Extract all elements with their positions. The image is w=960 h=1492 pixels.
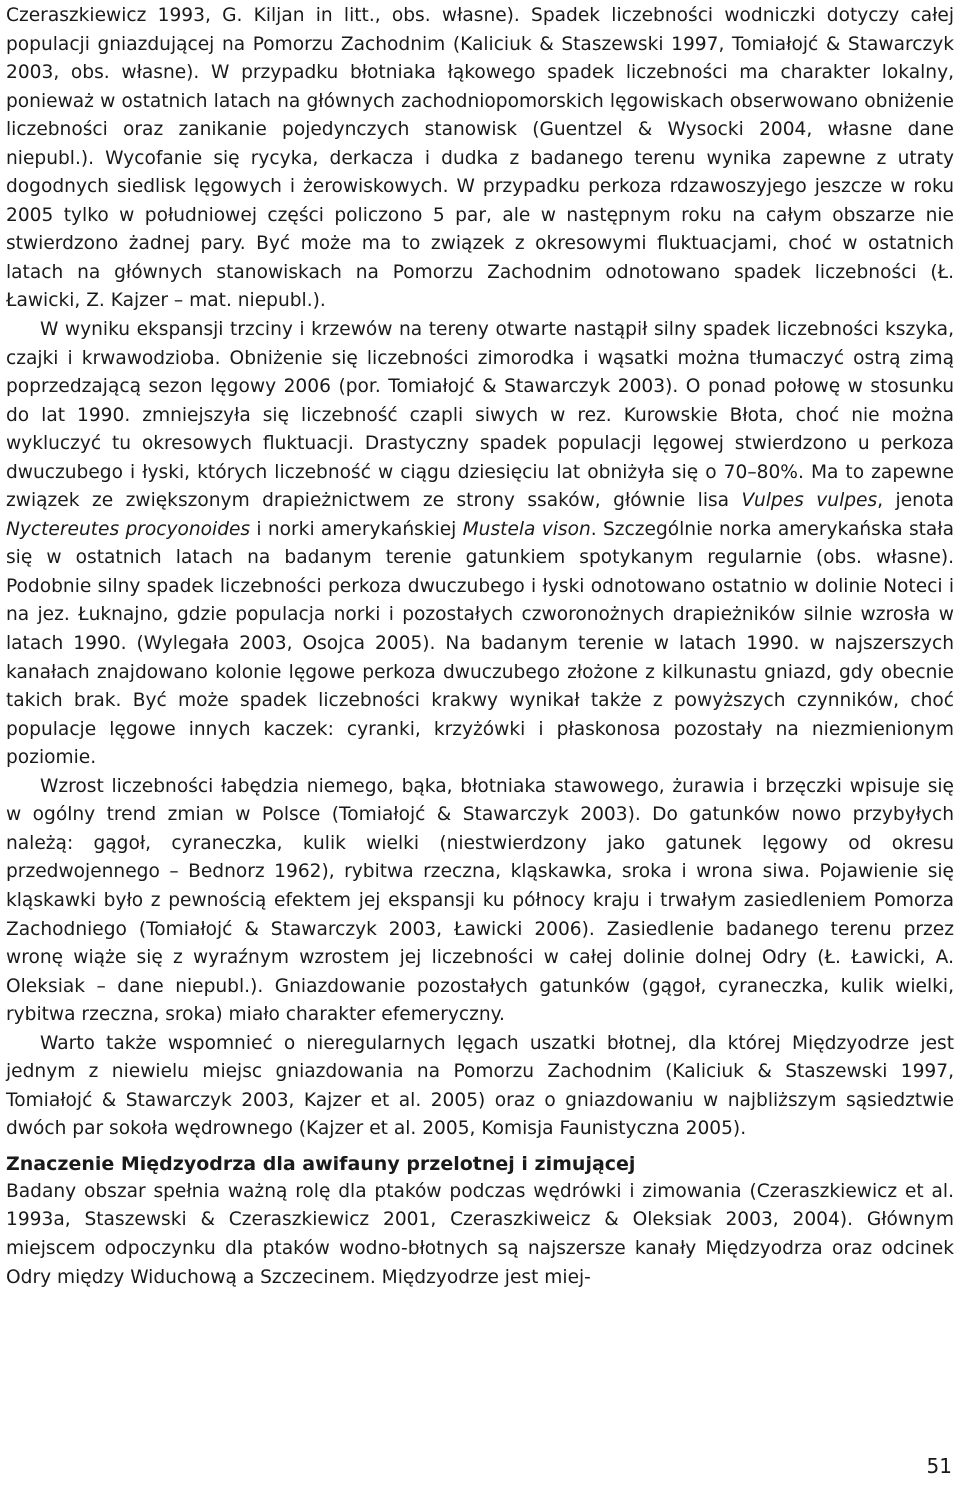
section-paragraph: Badany obszar spełnia ważną rolę dla ptaków podczas wędrówki i zimowania (Czeraszkiewicz et al. 1993a, Staszewski & Czeraszkiewicz 2001, Czeraszkiweicz & Oleksiak 2003, 2004). Głównym miejscem odpoczynku dla ptaków wodno-błotnych są najszersze kanały Międzyodrza oraz odcinek Odry między Widuchową a Szczecinem. Międzyodrze jest miej-	[6, 1180, 954, 1288]
text-run: . Szczególnie norka amerykańska stała się w ostatnich latach na badanym terenie gatunkiem spotykanym regularnie (obs. własne). Podobnie silny spadek liczebności perkoza dwuczubego i łyski odnotowano ostatnio w dolinie Noteci i na jez. Łuknajno, gdzie populacja norki i pozostałych czworonożnych drapieżników silnie wzrosła w latach 1990. (Wylegała 2003, Osojca 2005). Na badanym terenie w latach 1990. w najszerszych kanałach znajdowano kolonie lęgowe perkoza dwuczubego złożone z kilkunastu gniazd, gdy obecnie takich brak. Być może spadek liczebności krakwy wynikał także z powyższych czynników, choć populacje lęgowe innych kaczek: cyranki, krzyżówki i płaskonosa pozostały na niezmienionym poziomie.	[6, 518, 954, 769]
species-name: Vulpes vulpes	[741, 490, 878, 512]
paragraph	[6, 316, 954, 773]
paragraph	[6, 2, 954, 316]
body-text	[6, 2, 954, 1144]
paragraph	[6, 773, 954, 1030]
page-body	[6, 0, 954, 1292]
species-name: Nyctereutes procyonoides	[6, 518, 251, 540]
species-name: Mustela vison	[462, 518, 591, 540]
paragraph	[6, 1030, 954, 1144]
page-number: 51	[926, 1454, 952, 1478]
text-run: W wyniku ekspansji trzciny i krzewów na tereny otwarte nastąpił silny spadek liczebności kszyka, czajki i krwawodzioba. Obniżenie się liczebności zimorodka i wąsatki można tłumaczyć ostrą zimą poprzedzającą sezon lęgowy 2006 (por. Tomiałojć & Stawarczyk 2003). O ponad połowę w stosunku do lat 1990. zmniejszyła się liczebność czapli siwych w rez. Kurowskie Błota, choć nie można wykluczyć tu okresowych fluktuacji. Drastyczny spadek populacji lęgowej stwierdzono u perkoza dwuczubego i łyski, których liczebność w ciągu dziesięciu lat obniżyła się o 70–80%. Ma to zapewne związek ze zwiększonym drapieżnictwem ze strony ssaków, głównie lisa	[6, 319, 954, 512]
section-heading: Znaczenie Międzyodrza dla awifauny przelotnej i zimującej	[6, 1152, 636, 1175]
text-run: Czeraszkiewicz 1993, G. Kiljan in litt., obs. własne). Spadek liczebności wodniczki dotyczy całej populacji gniazdującej na Pomorzu Zachodnim (Kaliciuk & Staszewski 1997, Tomiałojć & Stawarczyk 2003, obs. własne). W przypadku błotniaka łąkowego spadek liczebności ma charakter lokalny, ponieważ w ostatnich latach na głównych zachodniopomorskich lęgowiskach obserwowano obniżenie liczebności oraz zanikanie pojedynczych stanowisk (Guentzel & Wysocki 2004, własne dane niepubl.). Wycofanie się rycyka, derkacza i dudka z badanego terenu wynika zapewne z utraty dogodnych siedlisk lęgowych i żerowiskowych. W przypadku perkoza rdzawoszyjego jeszcze w roku 2005 tylko w południowej części policzono 5 par, ale w następnym roku na całym obszarze nie stwierdzono żadnej pary. Być może ma to związek z okresowymi fluktuacjami, choć w ostatnich latach na głównych stanowiskach na Pomorzu Zachodnim odnotowano spadek liczebności (Ł. Ławicki, Z. Kajzer – mat. niepubl.).	[6, 5, 954, 312]
text-run: Wzrost liczebności łabędzia niemego, bąka, błotniaka stawowego, żurawia i brzęczki wpisuje się w ogólny trend zmian w Polsce (Tomiałojć & Stawarczyk 2003). Do gatunków nowo przybyłych należą: gągoł, cyraneczka, kulik wielki (niestwierdzony jako gatunek lęgowy od okresu przedwojennego – Bednorz 1962), rybitwa rzeczna, kląskawka, sroka i wrona siwa. Pojawienie się kląskawki było z pewnością efektem jej ekspansji ku północy kraju i trwałym zasiedleniem Pomorza Zachodniego (Tomiałojć & Stawarczyk 2003, Ławicki 2006). Zasiedlenie badanego terenu przez wronę wiąże się z wyraźnym wzrostem jej liczebności w całej dolinie dolnej Odry (Ł. Ławicki, A. Oleksiak – dane niepubl.). Gniazdowanie pozostałych gatunków (gągoł, cyraneczka, kulik wielki, rybitwa rzeczna, sroka) miało charakter efemeryczny.	[6, 775, 954, 1026]
text-run: i norki amerykańskiej	[250, 518, 463, 540]
text-run: Warto także wspomnieć o nieregularnych lęgach uszatki błotnej, dla której Międzyodrze jest jednym z niewielu miejsc gniazdowania na Pomorzu Zachodnim (Kaliciuk & Staszewski 1997, Tomiałojć & Stawarczyk 2003, Kajzer et al. 2005) oraz o gniazdowaniu w najbliższym sąsiedztwie dwóch par sokoła wędrownego (Kajzer et al. 2005, Komisja Faunistyczna 2005).	[6, 1032, 954, 1140]
text-run: , jenota	[877, 490, 954, 512]
